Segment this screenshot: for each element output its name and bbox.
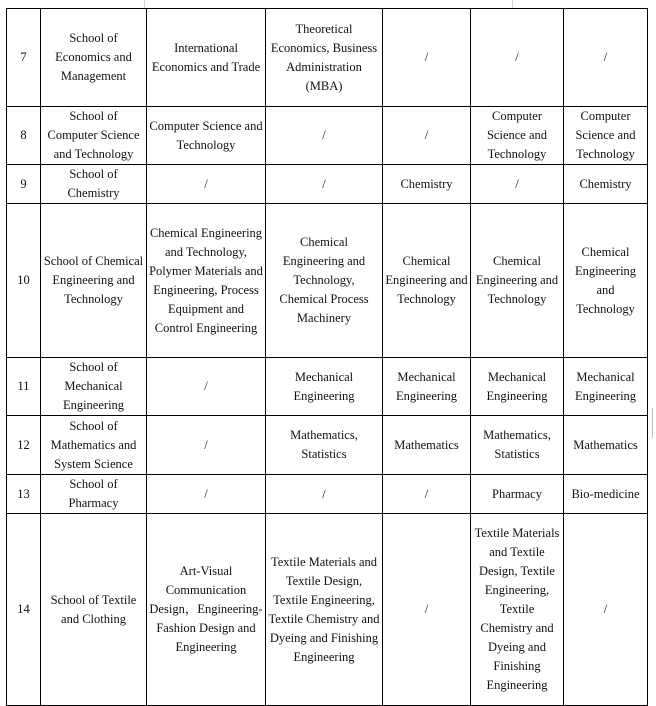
major-cell: Bio-medicine bbox=[564, 475, 648, 514]
school-cell: School of Mechanical Engineering bbox=[41, 358, 147, 416]
table-row bbox=[7, 358, 648, 416]
major-cell: / bbox=[564, 9, 648, 107]
major-cell: / bbox=[147, 358, 266, 416]
row-number: 13 bbox=[7, 475, 41, 514]
school-cell: School of Computer Science and Technology bbox=[41, 107, 147, 165]
major-cell: International Economics and Trade bbox=[147, 9, 266, 107]
major-cell: Mathematics bbox=[383, 416, 471, 475]
major-cell: / bbox=[147, 416, 266, 475]
major-cell: / bbox=[564, 514, 648, 706]
major-cell: / bbox=[266, 475, 383, 514]
majors-table bbox=[6, 8, 648, 706]
row-number: 9 bbox=[7, 165, 41, 204]
column-edge-mark bbox=[144, 0, 145, 8]
table-row bbox=[7, 165, 648, 204]
table-row bbox=[7, 416, 648, 475]
major-cell: Pharmacy bbox=[471, 475, 564, 514]
table-row bbox=[7, 514, 648, 706]
school-cell: School of Economics and Management bbox=[41, 9, 147, 107]
major-cell: / bbox=[383, 475, 471, 514]
major-cell: Chemical Engineering and Technology, Polymer Materials and Engineering, Process Equipment and Control Engineering bbox=[147, 204, 266, 358]
major-cell: / bbox=[383, 107, 471, 165]
major-cell: / bbox=[383, 514, 471, 706]
table-row bbox=[7, 107, 648, 165]
column-edge-mark bbox=[512, 0, 513, 8]
row-number: 11 bbox=[7, 358, 41, 416]
major-cell: / bbox=[266, 107, 383, 165]
school-cell: School of Chemistry bbox=[41, 165, 147, 204]
major-cell: / bbox=[147, 475, 266, 514]
major-cell: Chemistry bbox=[564, 165, 648, 204]
school-cell: School of Textile and Clothing bbox=[41, 514, 147, 706]
page-edge-mark bbox=[652, 408, 656, 438]
major-cell: Textile Materials and Textile Design, Textile Engineering, Textile Chemistry and Dyeing and Finishing Engineering bbox=[471, 514, 564, 706]
major-cell: Textile Materials and Textile Design, Textile Engineering, Textile Chemistry and Dyeing and Finishing Engineering bbox=[266, 514, 383, 706]
row-number: 10 bbox=[7, 204, 41, 358]
major-cell: / bbox=[471, 165, 564, 204]
major-cell: Mathematics bbox=[564, 416, 648, 475]
major-cell: Mathematics, Statistics bbox=[471, 416, 564, 475]
row-number: 12 bbox=[7, 416, 41, 475]
major-cell: Mechanical Engineering bbox=[383, 358, 471, 416]
major-cell: Computer Science and Technology bbox=[471, 107, 564, 165]
major-cell: Mechanical Engineering bbox=[471, 358, 564, 416]
major-cell: / bbox=[147, 165, 266, 204]
row-number: 8 bbox=[7, 107, 41, 165]
major-cell: Chemical Engineering and Technology bbox=[383, 204, 471, 358]
major-cell: Computer Science and Technology bbox=[564, 107, 648, 165]
major-cell: Mechanical Engineering bbox=[564, 358, 648, 416]
major-cell: Computer Science and Technology bbox=[147, 107, 266, 165]
major-cell: / bbox=[266, 165, 383, 204]
major-cell: Chemical Engineering and Technology bbox=[471, 204, 564, 358]
major-cell: Art-Visual Communication Design，Engineering-Fashion Design and Engineering bbox=[147, 514, 266, 706]
major-cell: / bbox=[471, 9, 564, 107]
row-number: 7 bbox=[7, 9, 41, 107]
major-cell: Mathematics, Statistics bbox=[266, 416, 383, 475]
major-cell: Chemical Engineering and Technology bbox=[564, 204, 648, 358]
major-cell: / bbox=[383, 9, 471, 107]
major-cell: Theoretical Economics, Business Administration (MBA) bbox=[266, 9, 383, 107]
row-number: 14 bbox=[7, 514, 41, 706]
major-cell: Mechanical Engineering bbox=[266, 358, 383, 416]
previous-page-edge bbox=[0, 0, 656, 8]
table-row bbox=[7, 475, 648, 514]
school-cell: School of Pharmacy bbox=[41, 475, 147, 514]
school-cell: School of Mathematics and System Science bbox=[41, 416, 147, 475]
major-cell: Chemistry bbox=[383, 165, 471, 204]
table-row bbox=[7, 204, 648, 358]
major-cell: Chemical Engineering and Technology, Chemical Process Machinery bbox=[266, 204, 383, 358]
table-row bbox=[7, 9, 648, 107]
school-cell: School of Chemical Engineering and Technology bbox=[41, 204, 147, 358]
